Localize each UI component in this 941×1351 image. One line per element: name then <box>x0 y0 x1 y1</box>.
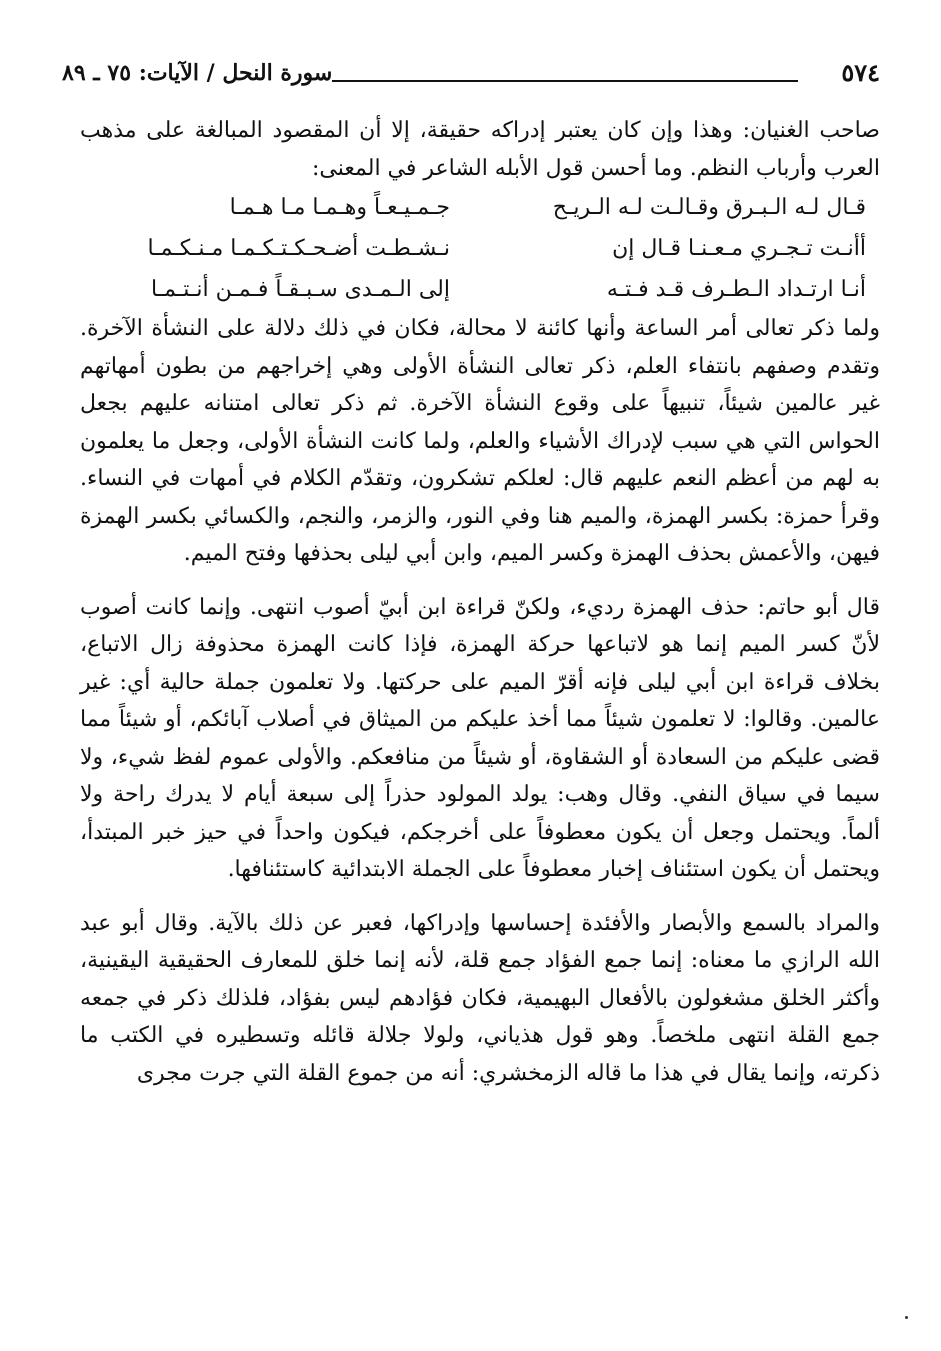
poem-verse <box>80 228 880 269</box>
verse-first-half: قـال لـه الـبـرق وقـالـت لـه الـريـح <box>552 195 866 220</box>
paragraph-3: قال أبو حاتم: حذف الهمزة رديء، ولكنّ قراءة ابن أبيّ أصوب انتهى. وإنما كانت أصوب لأنّ كسر الميم إنما هو لاتباعها حركة الهمزة، فإذا كانت الهمزة محذوفة زال الاتباع، بخلاف قراءة ابن أبي ليلى فإنه أقرّ الميم على حركتها. ولا تعلمون جملة حالية أي: غير عالمين. وقالوا: لا تعلمون شيئاً مما أخذ عليكم من الميثاق في أصلاب آبائكم، أو شيئاً مما قضى عليكم من السعادة أو الشقاوة، أو شيئاً من منافعكم. والأولى عموم لفظ شيء، ولا سيما في سياق النفي. وقال وهب: يولد المولود حذراً إلى سبعة أيام لا يدرك راحة ولا ألماً. ويحتمل وجعل أن يكون معطوفاً على أخرجكم، فيكون واحداً في حيز خبر المبتدأ، ويحتمل أن يكون استئناف إخبار معطوفاً على الجملة الابتدائية كاستئنافها. <box>80 594 880 882</box>
poem-verse <box>80 269 880 310</box>
surah-title: سورة النحل / الآيات: ٧٥ ـ ٨٩ <box>62 60 333 86</box>
poem <box>80 187 880 310</box>
header-rule <box>332 80 798 82</box>
verse-first-half: أنـا ارتـداد الـطـرف قـد فـتـه <box>606 277 866 302</box>
paragraph-2: ولما ذكر تعالى أمر الساعة وأنها كائنة لا محالة، فكان في ذلك دلالة على النشأة الآخرة. وتقدم وصفهم بانتفاء العلم، ذكر تعالى النشأة الأولى وهي إخراجهم من بطون أمهاتهم غير عالمين شيئاً، تنبيهاً على وقوع النشأة الآخرة. ثم ذكر تعالى امتنانه عليهم بجعل الحواس التي هي سبب لإدراك الأشياء والعلم، ولما كانت النشأة الأولى، وجعل ما يعلمون به لهم من أعظم النعم عليهم قال: لعلكم تشكرون، وتقدّم الكلام في أمهات في النساء. وقرأ حمزة: بكسر الهمزة، والميم هنا وفي النور، والزمر، والنجم، والكسائي بكسر الهمزة فيهن، والأعمش بحذف الهمزة وكسر الميم، وابن أبي ليلى بحذفها وفتح الميم. <box>80 316 880 566</box>
page-body <box>80 112 880 1092</box>
verse-second-half: نـشـطـت أضـحـكـتـكـمـا مـنـكـمـا <box>147 236 450 261</box>
verse-second-half: جـمـيـعـاً وهـمـا مـا هـمـا <box>229 195 450 220</box>
page-header <box>62 58 880 94</box>
verse-first-half: أأنـت تـجـري مـعـنـا قـال إن <box>612 236 866 261</box>
poem-verse <box>80 187 880 228</box>
paragraph-gap <box>80 889 880 905</box>
page-number: ٥٧٤ <box>841 58 880 87</box>
verse-second-half: إلى الـمـدى سـبـقـاً فـمـن أنـتـمـا <box>150 277 450 302</box>
paragraph-gap <box>80 573 880 589</box>
paragraph-1: صاحب الغنيان: وهذا وإن كان يعتبر إدراكه حقيقة، إلا أن المقصود المبالغة على مذهب العرب وأرباب النظم. وما أحسن قول الأبله الشاعر في المعنى: <box>80 118 880 181</box>
paragraph-4: والمراد بالسمع والأبصار والأفئدة إحساسها وإدراكها، فعبر عن ذلك بالآية. وقال أبو عبد الله الرازي ما معناه: إنما جمع الفؤاد جمع قلة، لأنه إنما خلق للمعارف الحقيقية اليقينية، وأكثر الخلق مشغولون بالأفعال البهيمية، فكان فؤادهم ليس بفؤاد، فلذلك ذكر في جمعه جمع القلة انتهى ملخصاً. وهو قول هذياني، ولولا جلالة قائله وتسطيره في الكتب ما ذكرته، وإنما يقال في هذا ما قاله الزمخشري: أنه من جموع القلة التي جرت مجرى <box>80 910 880 1086</box>
scan-speck <box>905 1316 908 1319</box>
